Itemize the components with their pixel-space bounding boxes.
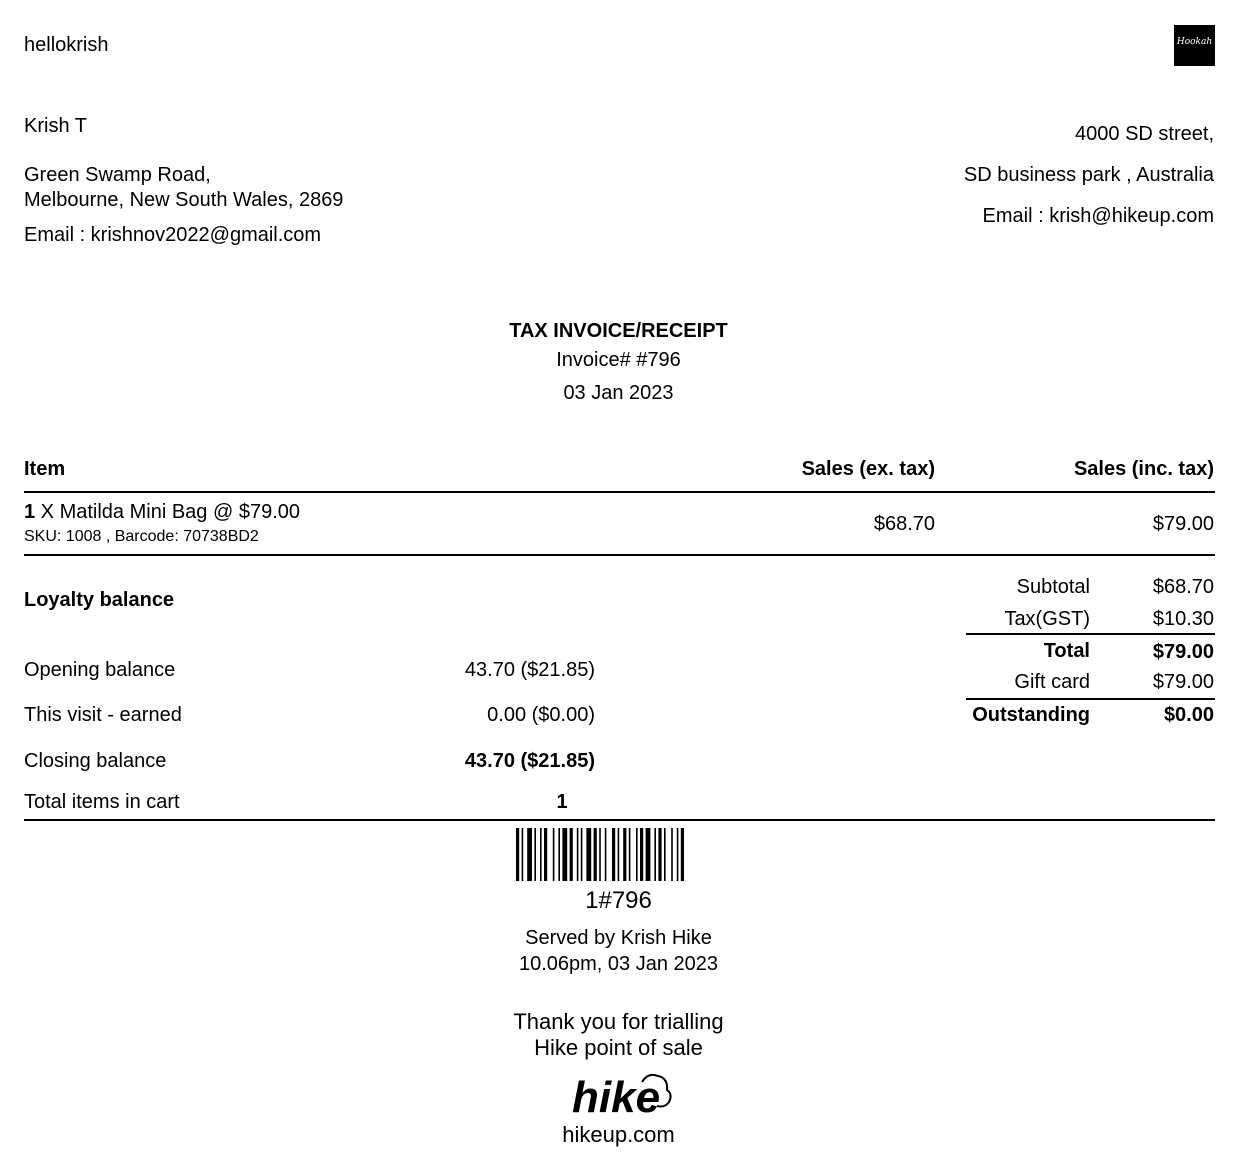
store-name: hellokrish bbox=[24, 34, 109, 56]
served-by: Served by Krish Hike bbox=[525, 927, 712, 949]
invoice-date: 03 Jan 2023 bbox=[563, 382, 674, 404]
barcode-text: 1#796 bbox=[585, 887, 652, 914]
item-quantity: 1 bbox=[24, 501, 36, 523]
outstanding-label: Outstanding bbox=[972, 704, 1090, 726]
total-items-label: Total items in cart bbox=[24, 791, 180, 813]
item-description: X Matilda Mini Bag @ $79.00 bbox=[35, 501, 301, 523]
opening-balance-value: 43.70 ($21.85) bbox=[464, 659, 595, 681]
customer-name: Krish T bbox=[24, 115, 87, 137]
column-header-sales-ex-tax: Sales (ex. tax) bbox=[801, 458, 935, 480]
earned-label: This visit - earned bbox=[24, 704, 182, 726]
earned-value: 0.00 ($0.00) bbox=[487, 704, 595, 726]
tax-value: $10.30 bbox=[1152, 608, 1214, 630]
website: hikeup.com bbox=[562, 1122, 675, 1147]
subtotal-label: Subtotal bbox=[1016, 576, 1090, 598]
total-value: $79.00 bbox=[1152, 641, 1214, 663]
total-items-value: 1 bbox=[556, 791, 568, 813]
hike-logo bbox=[568, 1068, 672, 1118]
served-timestamp: 10.06pm, 03 Jan 2023 bbox=[518, 953, 719, 975]
invoice-heading: TAX INVOICE/RECEIPT bbox=[509, 320, 728, 342]
store-address-line1: 4000 SD street, bbox=[1075, 123, 1214, 145]
column-header-sales-inc-tax: Sales (inc. tax) bbox=[1073, 458, 1214, 480]
giftcard-value: $79.00 bbox=[1152, 671, 1214, 693]
customer-address-line2: Melbourne, New South Wales, 2869 bbox=[24, 189, 344, 211]
outstanding-value: $0.00 bbox=[1163, 704, 1214, 726]
loyalty-heading: Loyalty balance bbox=[24, 589, 175, 611]
giftcard-label: Gift card bbox=[1014, 671, 1090, 693]
column-header-item: Item bbox=[24, 458, 66, 480]
store-email: Email : krish@hikeup.com bbox=[982, 205, 1214, 227]
subtotal-value: $68.70 bbox=[1152, 576, 1214, 598]
table-row-divider bbox=[24, 554, 1215, 556]
store-logo: Hookah bbox=[1174, 25, 1215, 66]
thanks-line2: Hike point of sale bbox=[534, 1035, 703, 1060]
item-sales-ex-tax: $68.70 bbox=[873, 513, 935, 535]
store-address-line2: SD business park , Australia bbox=[963, 164, 1214, 186]
item-sku-barcode: SKU: 1008 , Barcode: 70738BD2 bbox=[24, 528, 259, 545]
closing-balance-value: 43.70 ($21.85) bbox=[464, 750, 595, 772]
table-header-divider bbox=[24, 491, 1215, 493]
totals-divider-bottom bbox=[966, 698, 1215, 700]
invoice-number: Invoice# #796 bbox=[556, 349, 681, 371]
totals-divider-top bbox=[966, 633, 1215, 635]
total-label: Total bbox=[1043, 640, 1090, 662]
customer-email: Email : krishnov2022@gmail.com bbox=[24, 224, 322, 246]
svg-text:hike: hike bbox=[572, 1073, 661, 1118]
barcode-image bbox=[516, 828, 724, 881]
customer-address-line1: Green Swamp Road, bbox=[24, 164, 211, 186]
table-row bbox=[24, 500, 300, 524]
thanks-line1: Thank you for trialling bbox=[513, 1009, 724, 1034]
opening-balance-label: Opening balance bbox=[24, 659, 176, 681]
footer-divider bbox=[24, 819, 1215, 821]
closing-balance-label: Closing balance bbox=[24, 750, 167, 772]
item-sales-inc-tax: $79.00 bbox=[1152, 513, 1214, 535]
tax-label: Tax(GST) bbox=[1004, 608, 1090, 630]
